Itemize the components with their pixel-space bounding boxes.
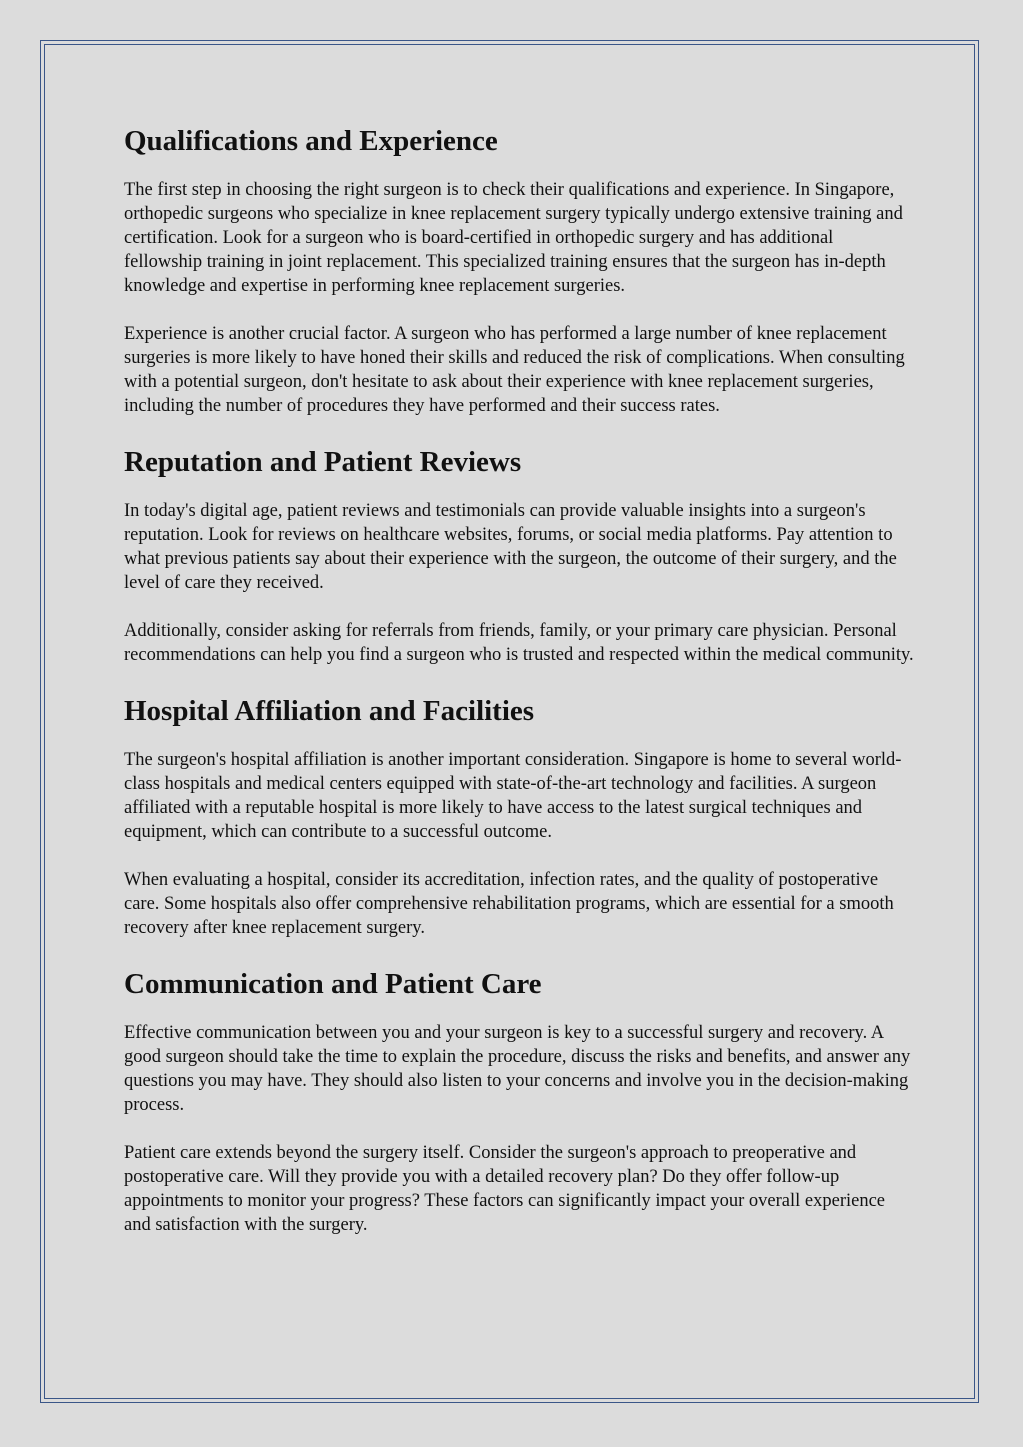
paragraph: Effective communication between you and your surgeon is key to a successful surgery and recovery. A good surgeon should take the time to explain the procedure, discuss the risks and benefits, and answer any questions you may have. They should also listen to your concerns and involve you in the decision-making process. <box>124 1023 911 1115</box>
section-hospital-affiliation <box>124 691 914 940</box>
section-heading: Hospital Affiliation and Facilities <box>124 695 535 727</box>
paragraph: In today's digital age, patient reviews and testimonials can provide valuable insights into a surgeon's reputation. Look for reviews on healthcare websites, forums, or social media platforms. Pay attention to what previous patients say about their experience with the surgeon, the outcome of their surgery, and the level of care they received. <box>124 501 897 593</box>
section-communication <box>124 964 914 1237</box>
paragraph: When evaluating a hospital, consider its accreditation, infection rates, and the quality of postoperative care. Some hospitals also offer comprehensive rehabilitation programs, which are essential for a smooth recovery after knee replacement surgery. <box>124 870 894 938</box>
paragraph: Additionally, consider asking for referrals from friends, family, or your primary care physician. Personal recommendations can help you find a surgeon who is trusted and respected within the medical community. <box>124 621 914 665</box>
paragraph: The surgeon's hospital affiliation is another important consideration. Singapore is home to several world-class hospitals and medical centers equipped with state-of-the-art technology and facilities. A surgeon affiliated with a reputable hospital is more likely to have access to the latest surgical techniques and equipment, which can contribute to a successful outcome. <box>124 750 902 842</box>
section-reputation <box>124 442 914 667</box>
section-qualifications <box>124 121 914 418</box>
paragraph: Experience is another crucial factor. A surgeon who has performed a large number of knee replacement surgeries is more likely to have honed their skills and reduced the risk of complications. When consulting with a potential surgeon, don't hesitate to ask about their experience with knee replacement surgeries, including the number of procedures they have performed and their success rates. <box>124 324 905 416</box>
section-heading: Reputation and Patient Reviews <box>124 446 522 478</box>
section-heading: Qualifications and Experience <box>124 125 498 157</box>
paragraph: The first step in choosing the right surgeon is to check their qualifications and experience. In Singapore, orthopedic surgeons who specialize in knee replacement surgery typically undergo extensive training and certification. Look for a surgeon who is board-certified in orthopedic surgery and has additional fellowship training in joint replacement. This specialized training ensures that the surgeon has in-depth knowledge and expertise in performing knee replacement surgeries. <box>124 180 903 296</box>
document-body <box>124 121 914 1261</box>
section-heading: Communication and Patient Care <box>124 968 542 1000</box>
paragraph: Patient care extends beyond the surgery itself. Consider the surgeon's approach to preoperative and postoperative care. Will they provide you with a detailed recovery plan? Do they offer follow-up appointments to monitor your progress? These factors can significantly impact your overall experience and satisfaction with the surgery. <box>124 1143 886 1235</box>
